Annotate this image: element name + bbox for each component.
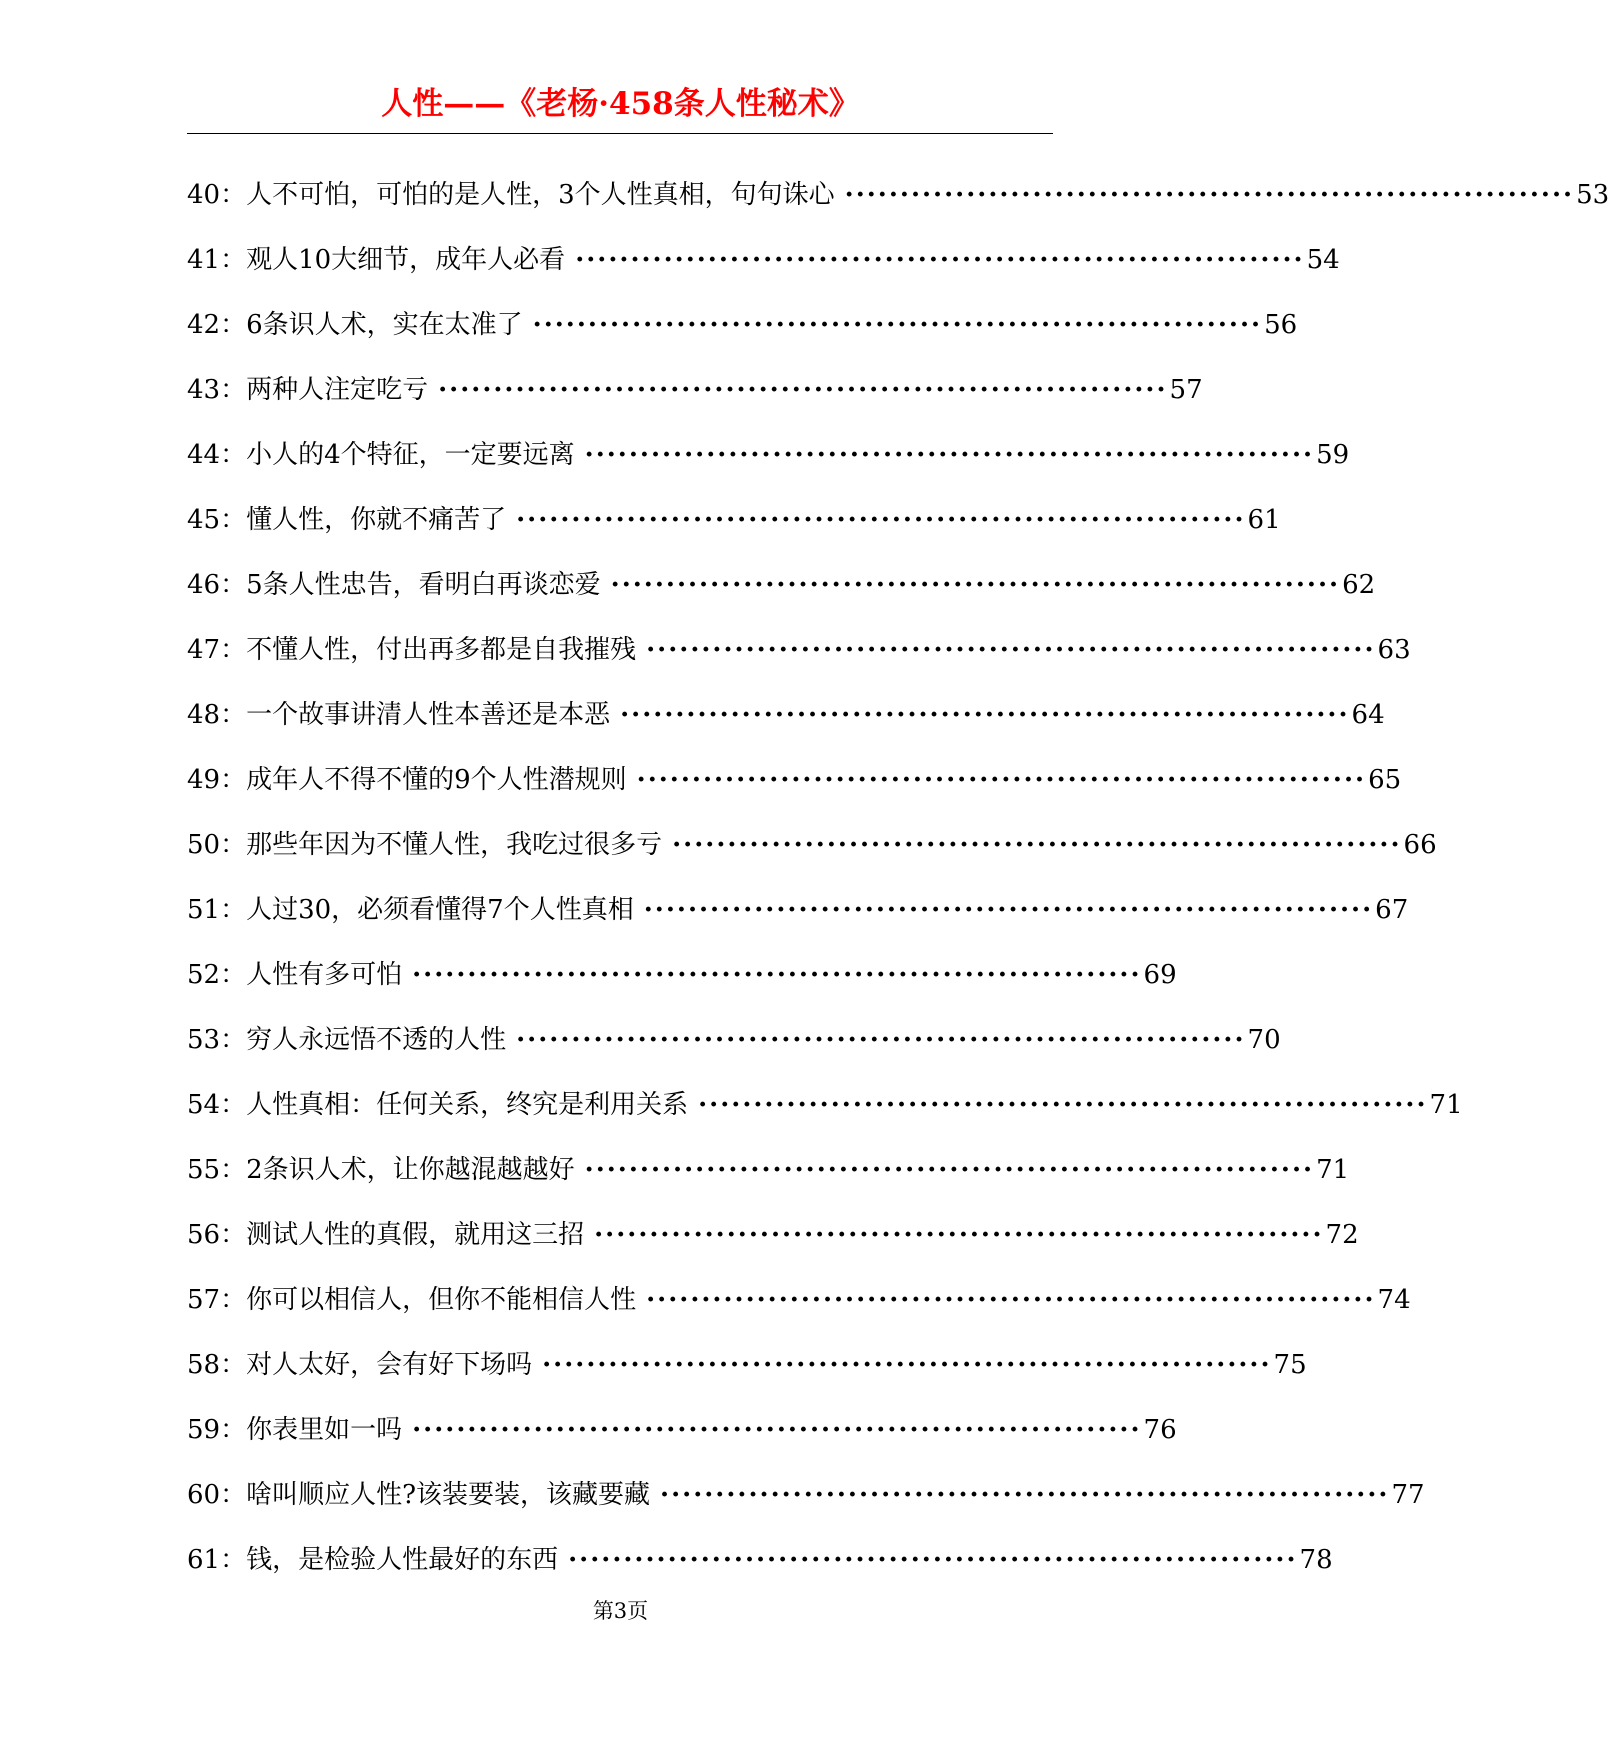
toc-entry-number: 43： xyxy=(187,374,247,405)
toc-entry-number: 40： xyxy=(187,179,247,210)
toc-entry-title: 钱，是检验人性最好的东西 xyxy=(246,1544,559,1575)
toc-entry-number: 58： xyxy=(187,1349,247,1380)
toc-entry-number: 61： xyxy=(187,1544,247,1575)
toc-entry[interactable] xyxy=(187,1527,1333,1592)
dot-leader: ·································································· xyxy=(643,894,1374,925)
dot-leader: ·································································· xyxy=(646,1284,1376,1315)
dot-leader: ·································································· xyxy=(584,1154,1315,1185)
table-of-contents xyxy=(187,162,1609,1592)
toc-entry-title: 小人的4个特征，一定要远离 xyxy=(246,439,575,470)
dot-leader: ·································································· xyxy=(516,1024,1246,1055)
toc-entry-title: 那些年因为不懂人性，我吃过很多亏 xyxy=(246,829,663,860)
toc-entry-page: 71 xyxy=(1429,1089,1463,1120)
toc-entry[interactable] xyxy=(187,1202,1359,1267)
toc-entry[interactable] xyxy=(187,292,1298,357)
toc-entry-page: 70 xyxy=(1247,1024,1281,1055)
toc-entry-title: 5条人性忠告，看明白再谈恋爱 xyxy=(246,569,601,600)
toc-entry-page: 69 xyxy=(1143,959,1177,990)
toc-entry-title: 你可以相信人，但你不能相信人性 xyxy=(246,1284,637,1315)
toc-entry[interactable] xyxy=(187,942,1177,1007)
toc-entry[interactable] xyxy=(187,357,1203,422)
toc-entry-number: 60： xyxy=(187,1479,247,1510)
dot-leader: ·································································· xyxy=(532,309,1263,340)
dot-leader: ·································································· xyxy=(568,1544,1298,1575)
dot-leader: ·································································· xyxy=(575,244,1305,275)
toc-entry-title: 一个故事讲清人性本善还是本恶 xyxy=(246,699,611,730)
toc-entry-page: 64 xyxy=(1351,699,1385,730)
toc-entry-title: 对人太好，会有好下场吗 xyxy=(246,1349,533,1380)
toc-entry[interactable] xyxy=(187,1332,1307,1397)
toc-entry-page: 74 xyxy=(1377,1284,1411,1315)
dot-leader: ·································································· xyxy=(844,179,1575,210)
toc-entry-title: 2条识人术，让你越混越越好 xyxy=(246,1154,575,1185)
dot-leader: ·································································· xyxy=(610,569,1341,600)
dot-leader: ·································································· xyxy=(660,1479,1390,1510)
toc-entry[interactable] xyxy=(187,422,1350,487)
toc-entry-title: 6条识人术，实在太准了 xyxy=(246,309,523,340)
toc-entry-page: 59 xyxy=(1316,439,1350,470)
toc-entry-title: 你表里如一吗 xyxy=(246,1414,403,1445)
toc-entry-title: 啥叫顺应人性?该装要装，该藏要藏 xyxy=(246,1479,651,1510)
toc-entry-number: 45： xyxy=(187,504,247,535)
toc-entry[interactable] xyxy=(187,162,1609,227)
toc-entry-page: 54 xyxy=(1306,244,1340,275)
dot-leader: ·································································· xyxy=(438,374,1168,405)
toc-entry[interactable] xyxy=(187,617,1411,682)
toc-entry-title: 懂人性，你就不痛苦了 xyxy=(246,504,507,535)
dot-leader: ·································································· xyxy=(516,504,1246,535)
toc-entry-number: 56： xyxy=(187,1219,247,1250)
dot-leader: ·································································· xyxy=(542,1349,1272,1380)
document-title: 人性——《老杨·458条人性秘术》 xyxy=(381,86,860,122)
toc-entry-title: 观人10大细节，成年人必看 xyxy=(246,244,566,275)
toc-entry-number: 53： xyxy=(187,1024,247,1055)
toc-entry-number: 55： xyxy=(187,1154,247,1185)
toc-entry-number: 47： xyxy=(187,634,247,665)
dot-leader: ·································································· xyxy=(620,699,1350,730)
toc-entry-number: 51： xyxy=(187,894,247,925)
toc-entry-number: 48： xyxy=(187,699,247,730)
toc-entry-page: 77 xyxy=(1391,1479,1425,1510)
dot-leader: ·································································· xyxy=(636,764,1367,795)
toc-entry[interactable] xyxy=(187,747,1402,812)
dot-leader: ·································································· xyxy=(412,959,1142,990)
toc-entry[interactable] xyxy=(187,552,1376,617)
toc-entry[interactable] xyxy=(187,1267,1411,1332)
toc-entry[interactable] xyxy=(187,1462,1425,1527)
toc-entry-number: 46： xyxy=(187,569,247,600)
toc-entry-page: 66 xyxy=(1403,829,1437,860)
header-divider xyxy=(187,133,1053,134)
dot-leader: ·································································· xyxy=(672,829,1402,860)
toc-entry-page: 65 xyxy=(1368,764,1402,795)
toc-entry[interactable] xyxy=(187,227,1340,292)
toc-entry-title: 穷人永远悟不透的人性 xyxy=(246,1024,507,1055)
toc-entry[interactable] xyxy=(187,1397,1177,1462)
toc-entry-page: 76 xyxy=(1143,1414,1177,1445)
toc-entry-number: 59： xyxy=(187,1414,247,1445)
toc-entry[interactable] xyxy=(187,877,1409,942)
toc-entry-page: 67 xyxy=(1375,894,1409,925)
toc-entry-number: 50： xyxy=(187,829,247,860)
toc-entry-number: 49： xyxy=(187,764,247,795)
toc-entry-title: 测试人性的真假，就用这三招 xyxy=(246,1219,585,1250)
toc-entry-page: 72 xyxy=(1325,1219,1359,1250)
toc-entry-page: 56 xyxy=(1264,309,1298,340)
toc-entry-title: 成年人不得不懂的9个人性潜规则 xyxy=(246,764,627,795)
toc-entry-number: 52： xyxy=(187,959,247,990)
toc-entry[interactable] xyxy=(187,487,1281,552)
toc-entry[interactable] xyxy=(187,1137,1350,1202)
toc-entry-title: 不懂人性，付出再多都是自我摧残 xyxy=(246,634,637,665)
toc-entry-title: 人性真相：任何关系，终究是利用关系 xyxy=(246,1089,689,1120)
dot-leader: ·································································· xyxy=(646,634,1376,665)
toc-entry[interactable] xyxy=(187,1007,1281,1072)
toc-entry-number: 42： xyxy=(187,309,247,340)
dot-leader: ·································································· xyxy=(412,1414,1142,1445)
toc-entry-page: 62 xyxy=(1342,569,1376,600)
toc-entry-number: 54： xyxy=(187,1089,247,1120)
toc-entry[interactable] xyxy=(187,1072,1463,1137)
toc-entry-page: 53 xyxy=(1576,179,1609,210)
toc-entry-page: 63 xyxy=(1377,634,1411,665)
toc-entry-title: 两种人注定吃亏 xyxy=(246,374,429,405)
dot-leader: ·································································· xyxy=(698,1089,1428,1120)
toc-entry-number: 44： xyxy=(187,439,247,470)
dot-leader: ·································································· xyxy=(584,439,1315,470)
toc-entry-page: 71 xyxy=(1316,1154,1350,1185)
toc-entry-title: 人过30，必须看懂得7个人性真相 xyxy=(246,894,634,925)
dot-leader: ·································································· xyxy=(594,1219,1324,1250)
toc-entry[interactable] xyxy=(187,812,1437,877)
toc-entry-page: 61 xyxy=(1247,504,1281,535)
toc-entry-page: 57 xyxy=(1169,374,1203,405)
toc-entry-page: 78 xyxy=(1299,1544,1333,1575)
toc-entry-page: 75 xyxy=(1273,1349,1307,1380)
toc-entry-number: 41： xyxy=(187,244,247,275)
toc-entry-title: 人不可怕，可怕的是人性，3个人性真相，句句诛心 xyxy=(246,179,835,210)
toc-entry-number: 57： xyxy=(187,1284,247,1315)
toc-entry[interactable] xyxy=(187,682,1385,747)
page-number: 第3页 xyxy=(592,1599,649,1623)
toc-entry-title: 人性有多可怕 xyxy=(246,959,403,990)
